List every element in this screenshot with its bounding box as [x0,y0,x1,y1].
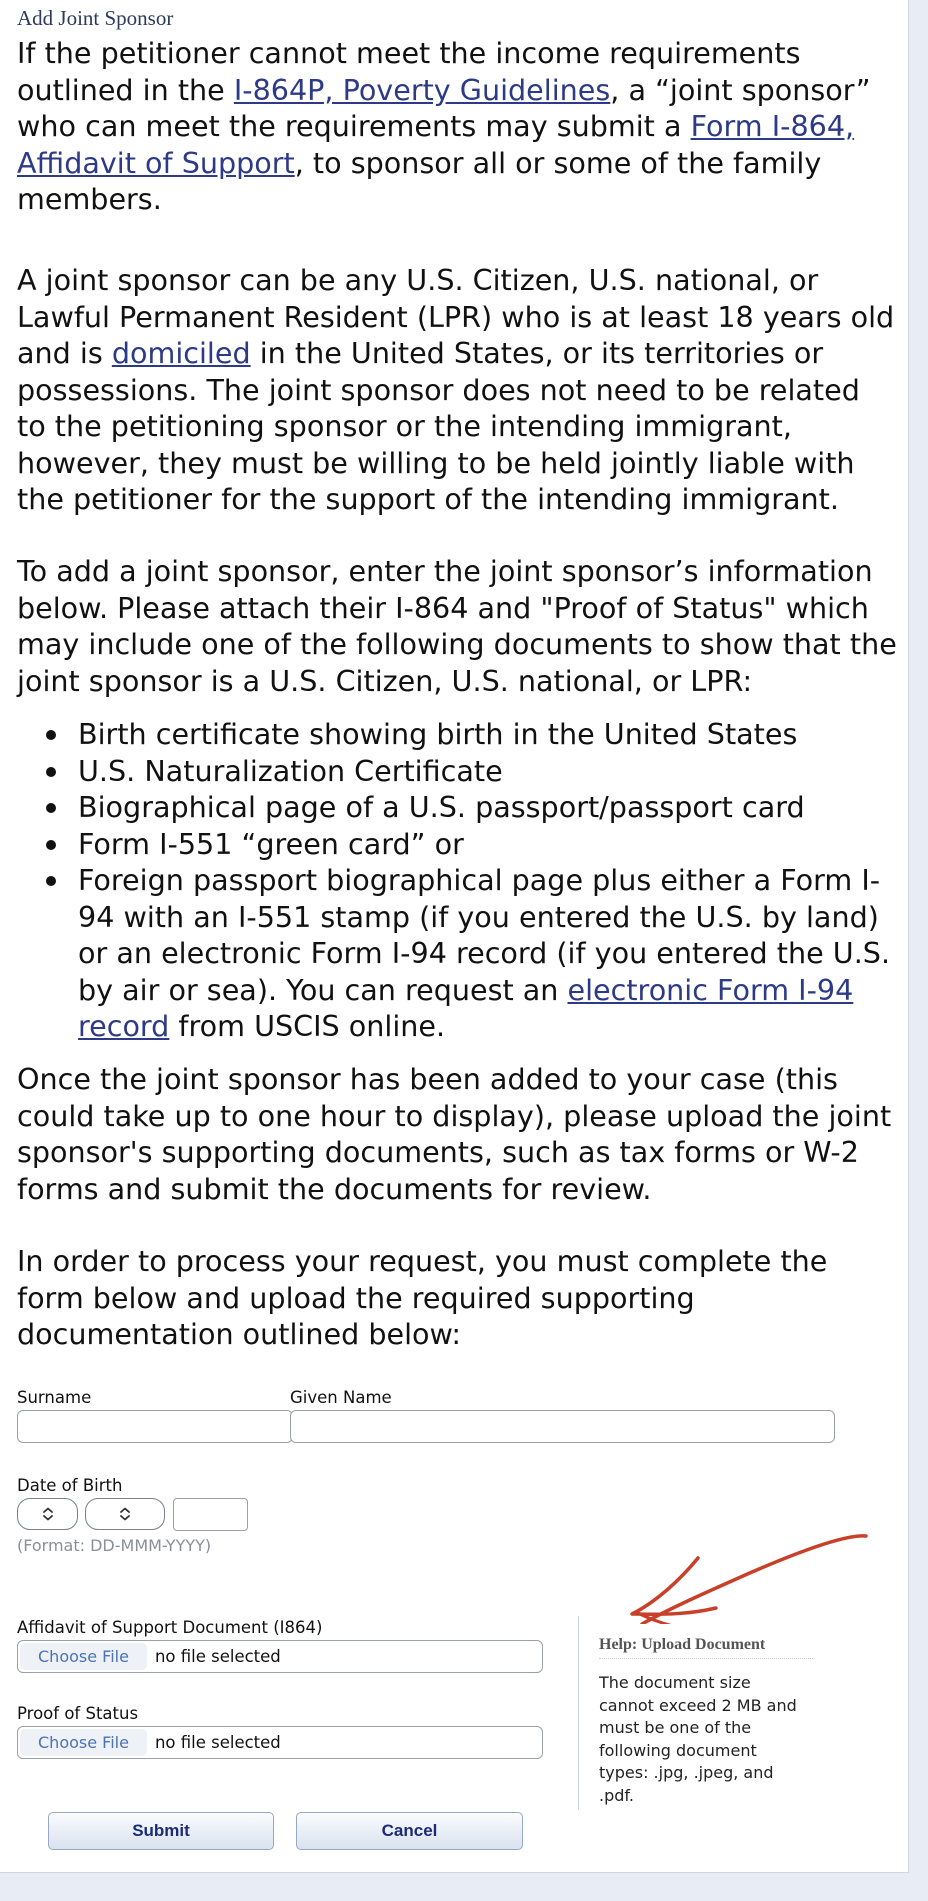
surname-input[interactable] [17,1410,293,1443]
list-item-text-2: from USCIS online. [169,1009,446,1043]
affidavit-choose-file-button[interactable]: Choose File [20,1643,147,1670]
instructions-text: To add a joint sponsor, enter the joint sponsor’s information below. Please attach their I-864 and "Proof of Status" which may include one of the following documents to show that the joint sponsor is a U.S. Citizen, U.S. national, or LPR: [17,554,897,698]
proof-choose-file-button[interactable]: Choose File [20,1729,147,1756]
intro-paragraph [17,35,897,218]
affidavit-file-status: no file selected [154,1647,281,1666]
page-title: Add Joint Sponsor [17,6,174,30]
submit-button[interactable]: Submit [48,1812,274,1850]
dob-year-input[interactable] [173,1498,248,1531]
help-text: The document size cannot exceed 2 MB and must be one of the following document types: .jpg, .jpeg, and .pdf. [599,1673,797,1805]
poverty-guidelines-link[interactable]: I-864P, Poverty Guidelines [233,72,611,107]
help-divider [599,1658,813,1659]
help-panel [578,1616,815,1810]
intro-text-3: , to sponsor all or some of the family members. [17,145,822,216]
proof-file-input[interactable] [17,1726,543,1759]
dob-label: Date of Birth [17,1476,123,1495]
affidavit-label: Affidavit of Support Document (I864) [17,1618,323,1637]
dob-format-hint: (Format: DD-MMM-YYYY) [17,1536,212,1555]
domiciled-link[interactable]: domiciled [111,336,251,370]
instructions-paragraph [17,553,897,699]
process-text: In order to process your request, you must complete the form below and upload the required supporting documentation outlined below: [17,1244,828,1351]
eligibility-paragraph [17,262,897,518]
dob-day-select[interactable] [17,1498,78,1530]
affidavit-form-link[interactable]: Form I-864, Affidavit of Support [17,109,855,180]
proof-label: Proof of Status [17,1704,139,1723]
eligibility-text-2: in the United States, or its territories or possessions. The joint sponsor does not need to be related to the petitioning sponsor or the intending immigrant, however, they must be willing to be held jointly liable with the petitioner for the support of the intending immigrant. [17,336,860,516]
proof-file-status: no file selected [154,1733,281,1752]
process-paragraph [17,1243,897,1353]
up-down-chevron-icon [41,1506,55,1522]
red-annotation-scribble [612,1528,872,1624]
upload-text: Once the joint sponsor has been added to your case (this could take up to one hour to display), please upload the joint sponsor's supporting documents, such as tax forms or W-2 forms and submit the documents for review. [17,1062,892,1206]
list-item: Form I-551 “green card” or [78,826,897,863]
list-item: U.S. Naturalization Certificate [78,753,897,790]
up-down-chevron-icon [118,1506,132,1522]
intro-text-1: If the petitioner cannot meet the income requirements outlined in the [17,36,801,107]
eligibility-text-1: A joint sponsor can be any U.S. Citizen, U.S. national, or Lawful Permanent Resident (LPR) who is at least 18 years old and is [17,263,895,370]
surname-label: Surname [17,1388,92,1407]
list-item: Birth certificate showing birth in the United States [78,716,897,753]
help-title: Help: Upload Document [599,1636,766,1653]
given-name-input[interactable] [290,1410,835,1443]
upload-paragraph [17,1061,897,1207]
affidavit-file-input[interactable] [17,1640,543,1673]
list-item-text-1: Foreign passport biographical page plus either a Form I-94 with an I-551 stamp (if you entered the U.S. by land) or an electronic Form I-94 record (if you entered the U.S. by air or sea). You can request an [78,863,891,1007]
proof-documents-list [17,716,897,1045]
electronic-i94-link[interactable]: electronic Form I-94 record [78,972,854,1043]
cancel-button[interactable]: Cancel [296,1812,523,1850]
intro-text-2: , a “joint sponsor” who can meet the requirements may submit a [17,72,871,143]
given-name-label: Given Name [290,1388,392,1407]
list-item: Biographical page of a U.S. passport/passport card [78,789,897,826]
dob-month-select[interactable] [85,1498,165,1530]
list-item [78,862,897,1045]
